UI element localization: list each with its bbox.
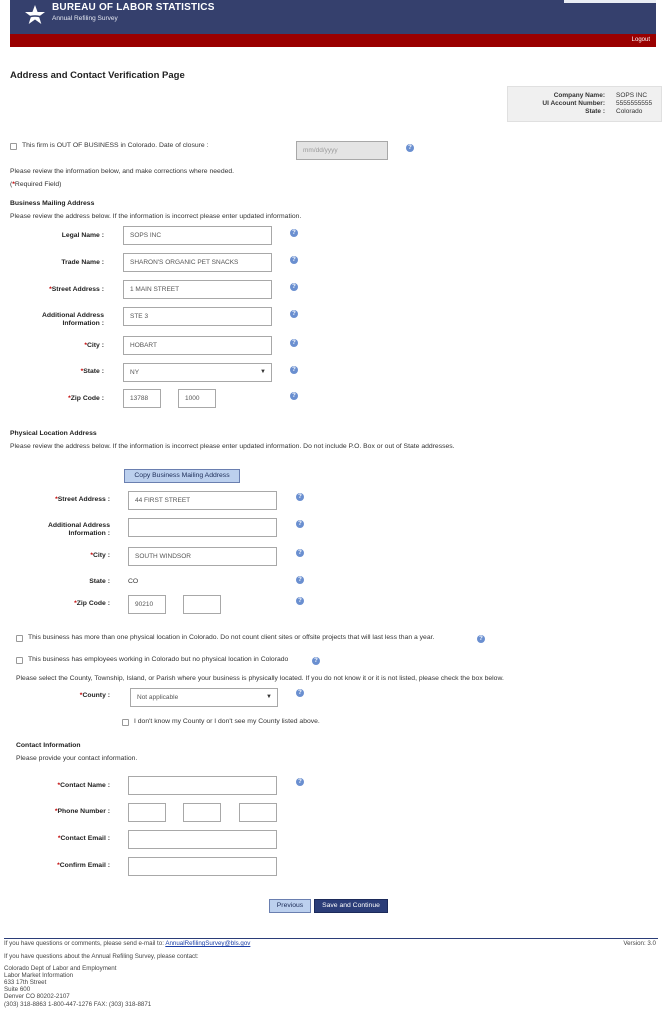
no-physical-location-checkbox[interactable] <box>16 657 23 664</box>
help-icon[interactable]: ? <box>296 778 304 786</box>
help-icon[interactable]: ? <box>290 283 298 291</box>
physical-street-input[interactable]: 44 FIRST STREET <box>128 491 277 510</box>
review-instructions: Please review the information below, and make corrections where needed. <box>10 168 235 175</box>
physical-zip-input[interactable]: 90210 <box>128 595 166 614</box>
street-address-input[interactable]: 1 MAIN STREET <box>123 280 272 299</box>
required-marker: * <box>57 862 60 869</box>
required-marker: * <box>54 808 58 815</box>
mailing-instructions: Please review the address below. If the information is incorrect please enter updated information. <box>10 213 302 220</box>
state-select[interactable] <box>123 363 272 382</box>
out-of-business-label: This firm is OUT OF BUSINESS in Colorado. Date of closure : <box>22 142 209 149</box>
footer-questions <box>4 940 250 948</box>
dont-know-county-label: I don't know my County or I don't see my County listed above. <box>134 718 320 725</box>
save-and-continue-button[interactable]: Save and Continue <box>314 899 388 913</box>
additional-label-line1: Additional Address <box>41 312 104 319</box>
confirm-email-label-text: Confirm Email : <box>59 862 110 869</box>
contact-name-input[interactable] <box>128 776 277 795</box>
physical-heading: Physical Location Address <box>10 430 97 437</box>
required-marker: * <box>55 496 58 503</box>
required-marker: * <box>79 692 83 699</box>
required-open: ( <box>10 181 13 188</box>
footer-address-line: Colorado Dept of Labor and Employment <box>4 965 117 972</box>
trade-name-input[interactable]: SHARON'S ORGANIC PET SNACKS <box>123 253 272 272</box>
phone-number-label <box>10 808 110 816</box>
footer-address-line: Labor Market Information <box>4 972 74 979</box>
help-icon[interactable]: ? <box>406 144 414 152</box>
additional-address-input[interactable]: STE 3 <box>123 307 272 326</box>
help-icon[interactable]: ? <box>296 493 304 501</box>
zip-extension-input[interactable]: 1000 <box>178 389 216 408</box>
company-state-value: Colorado <box>616 108 643 115</box>
physical-additional-line2: Information : <box>68 530 110 537</box>
help-icon[interactable]: ? <box>312 657 320 665</box>
state-label <box>4 368 104 376</box>
legal-name-label: Legal Name : <box>61 232 104 239</box>
footer-address-line: Suite 600 <box>4 986 31 993</box>
phone-prefix-input[interactable] <box>183 803 221 822</box>
header-red-bar <box>10 34 656 47</box>
physical-state-label: State : <box>89 578 110 585</box>
ui-account-value: 5555555555 <box>616 100 653 107</box>
help-icon[interactable]: ? <box>296 597 304 605</box>
help-icon[interactable]: ? <box>290 339 298 347</box>
help-icon[interactable]: ? <box>296 520 304 528</box>
help-icon[interactable]: ? <box>290 229 298 237</box>
bls-star-logo-icon <box>24 4 46 26</box>
required-marker: * <box>90 552 93 559</box>
closure-date-input[interactable]: mm/dd/yyyy <box>296 141 388 160</box>
confirm-email-label <box>10 862 110 870</box>
legal-name-input[interactable]: SOPS INC <box>123 226 272 245</box>
company-name-value: SOPS INC <box>616 92 648 99</box>
physical-additional-input[interactable] <box>128 518 277 537</box>
zip-code-label-text: Zip Code : <box>70 395 104 402</box>
required-marker: * <box>68 395 71 402</box>
additional-address-label <box>4 312 104 328</box>
contact-heading: Contact Information <box>16 742 81 749</box>
state-label-text: State : <box>83 368 104 375</box>
physical-zip-label-text: Zip Code : <box>76 600 110 607</box>
page-title: Address and Contact Verification Page <box>10 70 185 81</box>
required-star: * <box>12 181 15 188</box>
zip-code-label <box>4 395 104 403</box>
dont-know-county-checkbox[interactable] <box>122 719 129 726</box>
physical-zip-extension-input[interactable] <box>183 595 221 614</box>
footer-divider <box>4 938 658 939</box>
company-info-box <box>507 86 662 122</box>
trade-name-label: Trade Name : <box>61 259 104 266</box>
contact-email-input[interactable] <box>128 830 277 849</box>
footer-address-line: 633 17th Street <box>4 979 47 986</box>
county-select-value: Not applicable <box>137 694 179 701</box>
physical-additional-label <box>10 522 110 538</box>
required-marker: * <box>49 286 52 293</box>
required-marker: * <box>80 368 84 375</box>
state-select-value: NY <box>130 369 140 376</box>
agency-title: BUREAU OF LABOR STATISTICS <box>52 2 215 13</box>
help-icon[interactable]: ? <box>296 549 304 557</box>
multi-location-label: This business has more than one physical location in Colorado. Do not count client sites or offsite projects that will last less than a year. <box>28 634 435 641</box>
required-marker: * <box>57 835 61 842</box>
physical-city-input[interactable]: SOUTH WINDSOR <box>128 547 277 566</box>
county-label-text: County : <box>82 692 110 699</box>
mailing-heading: Business Mailing Address <box>10 200 95 207</box>
physical-zip-label <box>10 600 110 608</box>
city-label-text: City : <box>87 342 104 349</box>
help-icon[interactable]: ? <box>290 392 298 400</box>
zip-code-input[interactable]: 13788 <box>123 389 161 408</box>
street-address-label <box>4 286 104 294</box>
company-name-label: Company Name: <box>553 92 605 99</box>
help-icon[interactable]: ? <box>290 256 298 264</box>
city-input[interactable]: HOBART <box>123 336 272 355</box>
footer-questions-text: If you have questions or comments, please send e-mail to: <box>4 940 164 947</box>
footer-address-line: Denver CO 80202-2107 <box>4 993 70 1000</box>
physical-street-label <box>10 496 110 504</box>
contact-email-label <box>10 835 110 843</box>
phone-number-label-text: Phone Number : <box>57 808 110 815</box>
required-marker: * <box>84 342 87 349</box>
previous-button[interactable]: Previous <box>269 899 311 913</box>
city-label <box>4 342 104 350</box>
support-email-link[interactable]: AnnualRefilingSurvey@bls.gov <box>165 940 251 947</box>
physical-additional-line1: Additional Address <box>47 522 110 529</box>
help-icon[interactable]: ? <box>477 635 485 643</box>
required-text: Required Field) <box>14 181 62 188</box>
footer-contact-intro: If you have questions about the Annual Refiling Survey, please contact: <box>4 953 199 960</box>
version-label: Version: 3.0 <box>623 940 656 947</box>
phone-line-number-input[interactable] <box>239 803 277 822</box>
street-address-label-text: Street Address : <box>51 286 104 293</box>
help-icon[interactable]: ? <box>290 310 298 318</box>
chevron-down-icon: ▼ <box>260 369 266 375</box>
logout-link[interactable]: Logout <box>631 37 650 43</box>
copy-mailing-address-button[interactable]: Copy Business Mailing Address <box>124 469 240 483</box>
help-icon[interactable]: ? <box>296 689 304 697</box>
additional-label-line2: Information : <box>62 320 104 327</box>
header-tab-strip <box>564 0 656 3</box>
confirm-email-input[interactable] <box>128 857 277 876</box>
county-instructions: Please select the County, Township, Island, or Parish where your business is physically located. If you do not know it or it is not listed, please check the box below. <box>16 675 504 682</box>
help-icon[interactable]: ? <box>290 366 298 374</box>
survey-subtitle: Annual Refiling Survey <box>52 15 118 22</box>
no-physical-location-label: This business has employees working in Colorado but no physical location in Colorado <box>28 656 289 663</box>
physical-state-value: CO <box>128 578 139 585</box>
physical-city-label <box>10 552 110 560</box>
physical-city-label-text: City : <box>93 552 110 559</box>
county-select[interactable] <box>130 688 278 707</box>
contact-name-label <box>10 782 110 790</box>
phone-area-code-input[interactable] <box>128 803 166 822</box>
physical-street-label-text: Street Address : <box>57 496 110 503</box>
required-field-note <box>10 181 61 188</box>
ui-account-label: UI Account Number: <box>542 100 605 107</box>
footer-phone-line: (303) 318-8863 1-800-447-1276 FAX: (303) 318-8871 <box>4 1001 152 1008</box>
help-icon[interactable]: ? <box>296 576 304 584</box>
multi-location-checkbox[interactable] <box>16 635 23 642</box>
physical-instructions: Please review the address below. If the information is incorrect please enter updated information. Do not include P.O. Box or out of State addresses. <box>10 443 455 450</box>
contact-name-label-text: Contact Name : <box>60 782 110 789</box>
contact-instructions: Please provide your contact information. <box>16 755 138 762</box>
county-label <box>10 692 110 700</box>
required-marker: * <box>57 782 61 789</box>
chevron-down-icon: ▼ <box>266 694 272 700</box>
required-marker: * <box>74 600 77 607</box>
out-of-business-checkbox[interactable] <box>10 143 17 150</box>
company-state-label: State : <box>585 108 605 115</box>
contact-email-label-text: Contact Email : <box>60 835 110 842</box>
